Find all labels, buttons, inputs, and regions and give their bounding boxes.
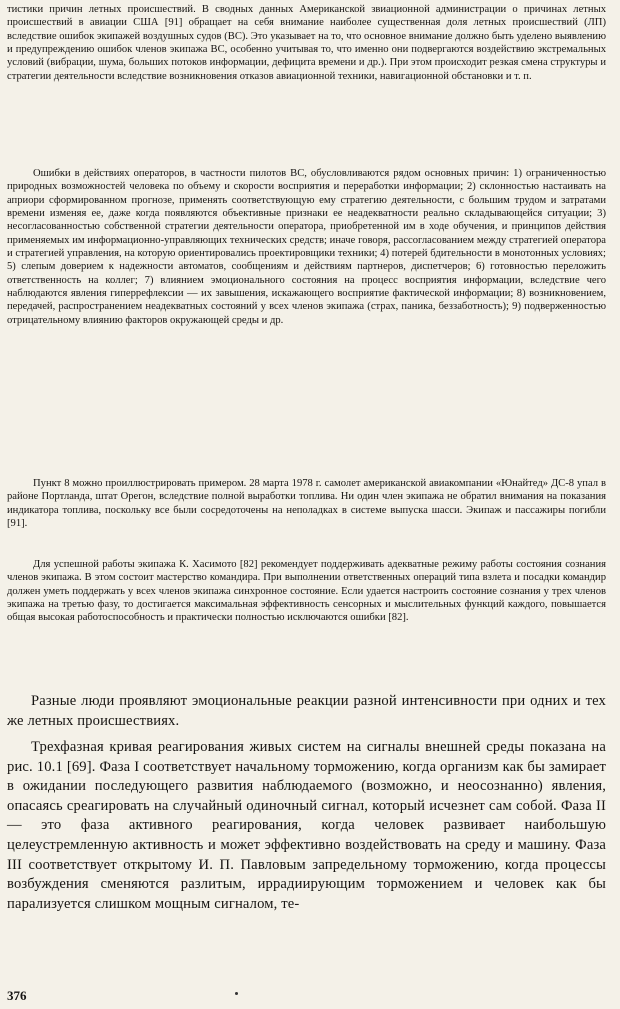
page-number: 376 — [7, 988, 27, 1003]
paragraph-crew-consciousness: Для успешной работы экипажа К. Хасимото [82] рекомендует поддерживать адекватные режиму работы состояния сознания членов экипажа. В этом состоит мастерство командира. При выполнении ответственных операций типа взлета и посадки командир должен уметь поддержать у всех членов экипажа синхронное состояние. Если удается настроить состояние сознания у трех членов экипажа на третью фазу, то достигается максимальная эффективность сенсорных и мыслительных функций каждого, повышается общая высокая работоспособность и практически полностью исключаются ошибки [82]. — [7, 559, 606, 624]
paragraph-three-phase-curve: Трехфазная кривая реагирования живых систем на сигналы внешней среды показана на рис. 10.1 [69]. Фаза I соответствует начальному торможению, когда организм как бы замирает в ожидании последующего развития наблюдаемого (возможно, и неосознанно) явления, опасаясь среагировать на случайный одиночный сигнал, который исчезнет сам собой. Фаза II — это фаза активного реагирования, когда человек развивает наибольшую целеустремленную активность и может эффективно воздействовать на среду и машину. Фаза III соответствует открытому И. П. Павловым запредельному торможению, когда процессы возбуждения сменяются разлитым, иррадиирующим торможением и человек как бы парализуется слишком мощным сигналом, те- — [7, 739, 606, 912]
paragraph-example-portland: Пункт 8 можно проиллюстрировать примером. 28 марта 1978 г. самолет американской авиакомпании «Юнайтед» ДС-8 упал в районе Портланда, штат Орегон, вследствие полной выработки топлива. Ни один член экипажа не обратил внимания на показания индикатора топлива, поскольку все были сосредоточены на неполадках в системе выпуска шасси. Экипаж и пассажиры погибли [91]. — [7, 478, 606, 530]
paragraph-causes-of-accidents: тистики причин летных происшествий. В сводных данных Американской звиационной администрации о причинах летных происшествий в авиации США [91] обращает на себя внимание наиболее существенная доля летных происшествий (ЛП) вследствие ошибок экипажей воздушных судов (ВС). Это указывает на то, что основное внимание должно быть уделено выявлению и предупреждению ошибок членов экипажа ВС, особенно учитывая то, что именно они подвергаются воздействию экстремальных условий (вибрации, шума, больших потоков информации, дефицита времени и др.). При этом происходит резкая смена структуры и стратегии деятельности вследствие возникновения отказов авиационной техники, навигационной обстановки и т. п. — [7, 4, 606, 82]
print-speck — [235, 992, 238, 995]
paragraph-emotional-reactions: Разные люди проявляют эмоциональные реакции разной интенсивности при одних и тех же летных происшествиях. — [7, 693, 606, 729]
paragraph-operator-errors: Ошибки в действиях операторов, в частности пилотов ВС, обусловливаются рядом основных причин: 1) ограниченностью природных возможностей человека по объему и скорости восприятия и переработки информации; 2) склонностью настаивать на априори сформированном прогнозе, применять соответствующую ему стратегию деятельности, с большим трудом и затратами времени изменяя ее, даже когда появляются объективные признаки ее неадекватности реально складывающейся ситуации; 3) несогласованностью собственной стратегии деятельности оператора, приобретенной им в ходе обучения, и принципов действия применяемых им информационно-управляющих технических средств; иначе говоря, рассогласованием между стратегией оператора и стратегией управления, на которую ориентировались проектировщики техники; 4) потерей бдительности в монотонных условиях; 5) слепым доверием к надежности автоматов, сообщениям и действиям партнеров, диспетчеров; 6) готовностью переложить ответственность на коллег; 7) влиянием эмоционального состояния на процесс восприятия информации, вследствие чего наблюдаются явления гиперрефлексии — их завышения, искажающего восприятие фактической информации; 8) возникновением, передачей, распространением неадекватных состояний у всех членов экипажа (страх, паника, беззаботность); 9) подверженностью отрицательному влиянию факторов окружающей среды и др. — [7, 168, 606, 326]
